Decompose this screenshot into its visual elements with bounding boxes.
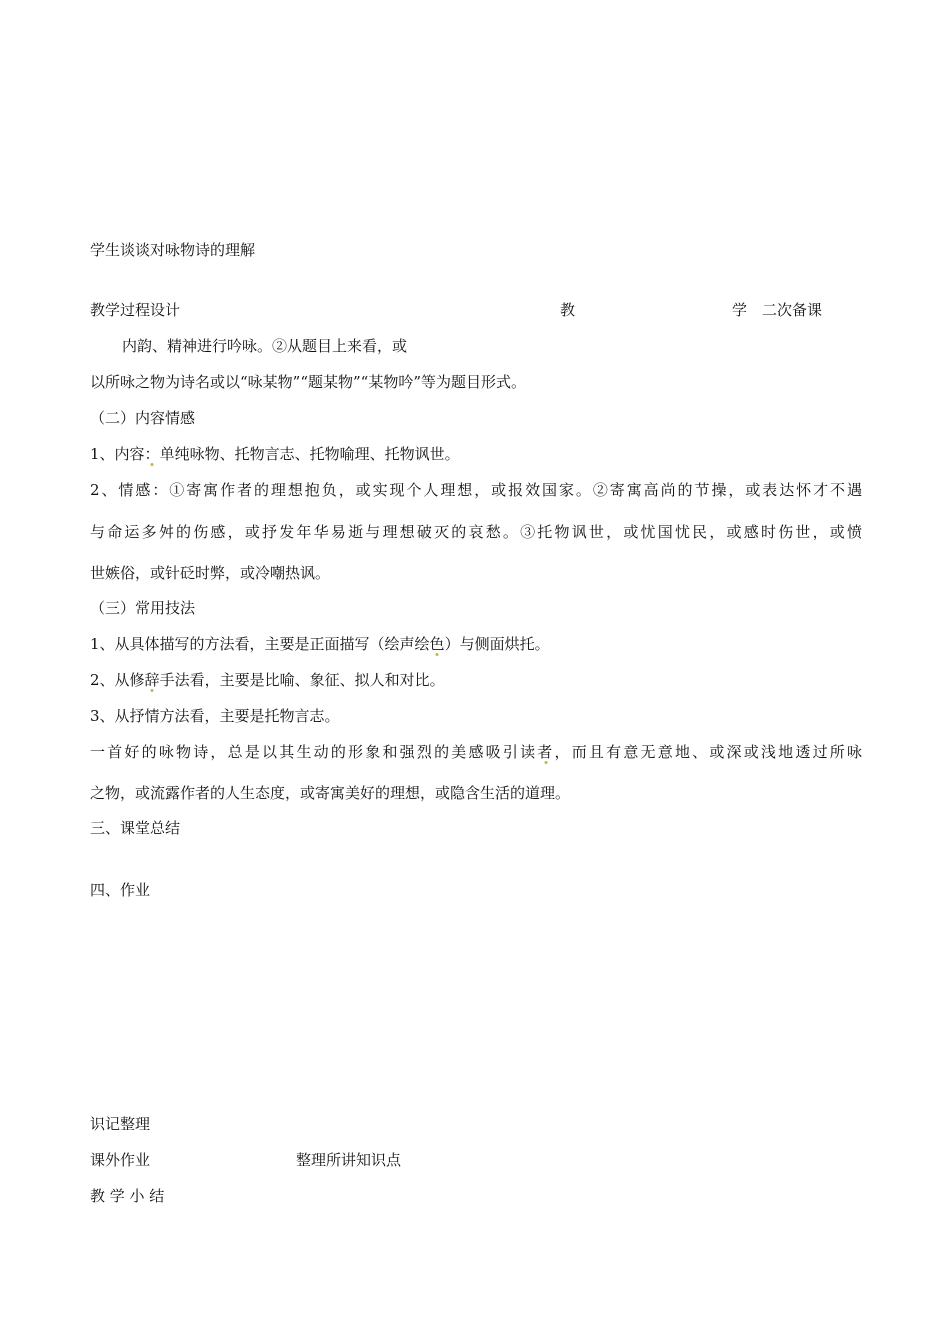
technique-text: 2、从修: [90, 671, 145, 689]
paragraph-text: 一首好的咏物诗，总是以其生动的形象和强烈的美感吸引读: [90, 743, 538, 761]
text-line: 以所咏之物为诗名或以“咏某物”“题某物”“某物吟”等为题目形式。: [90, 373, 527, 391]
content-item-colon: ：: [144, 445, 160, 463]
section-heading: （二）内容情感: [90, 409, 196, 427]
section-summary: 三、课堂总结: [90, 819, 181, 837]
content-item-text: 单纯咏物、托物言志、托物喻理、托物讽世。: [159, 445, 460, 463]
section-homework: 四、作业: [90, 881, 151, 899]
content-item-label: 1、内容: [90, 445, 145, 463]
technique-mark: 辞: [144, 671, 160, 689]
paragraph-line: 之物，或流露作者的人生态度，或寄寓美好的理想，或隐含生活的道理。: [90, 784, 571, 802]
paragraph-text: ，而且有意无意地、或深或浅地透过所咏: [554, 743, 862, 761]
technique-item: [90, 634, 550, 654]
paragraph-line: [90, 742, 862, 762]
technique-item: 3、从抒情方法看，主要是托物言志。: [90, 707, 340, 725]
paragraph-mark: 者: [537, 743, 555, 761]
footer-recall: 识记整理: [90, 1115, 151, 1133]
emotion-line: 与命运多舛的伤感，或抒发年华易逝与理想破灭的哀愁。③托物讽世，或忧国忧民，或感时伤世，或愤: [90, 523, 862, 541]
header-second-prep: 二次备课: [762, 301, 823, 319]
technique-text: ）与侧面烘托。: [444, 635, 550, 653]
intro-line: 学生谈谈对咏物诗的理解: [90, 241, 256, 259]
header-jiao: 教: [560, 301, 576, 319]
technique-text: 手法看，主要是比喻、象征、拟人和对比。: [159, 671, 445, 689]
technique-mark: 色: [429, 635, 445, 653]
text-line: 内韵、精神进行吟咏。②从题目上来看，或: [122, 337, 408, 355]
technique-text: 1、从具体描写的方法看，主要是正面描写（绘声绘: [90, 635, 430, 653]
footer-extra-value: 整理所讲知识点: [296, 1151, 402, 1169]
content-item: [90, 444, 460, 464]
emotion-line: 2、情感：①寄寓作者的理想抱负，或实现个人理想，或报效国家。②寄寓高尚的节操，或表达怀才不遇: [90, 481, 862, 499]
section-heading: （三）常用技法: [90, 599, 196, 617]
footer-extra-label: 课外作业: [90, 1151, 151, 1169]
footer-teach-summary: 教 学 小 结: [90, 1187, 165, 1205]
header-design: 教学过程设计: [90, 301, 181, 319]
technique-item: [90, 670, 445, 690]
header-xue: 学: [732, 301, 748, 319]
emotion-line: 世嫉俗，或针砭时弊，或冷嘲热讽。: [90, 564, 331, 582]
